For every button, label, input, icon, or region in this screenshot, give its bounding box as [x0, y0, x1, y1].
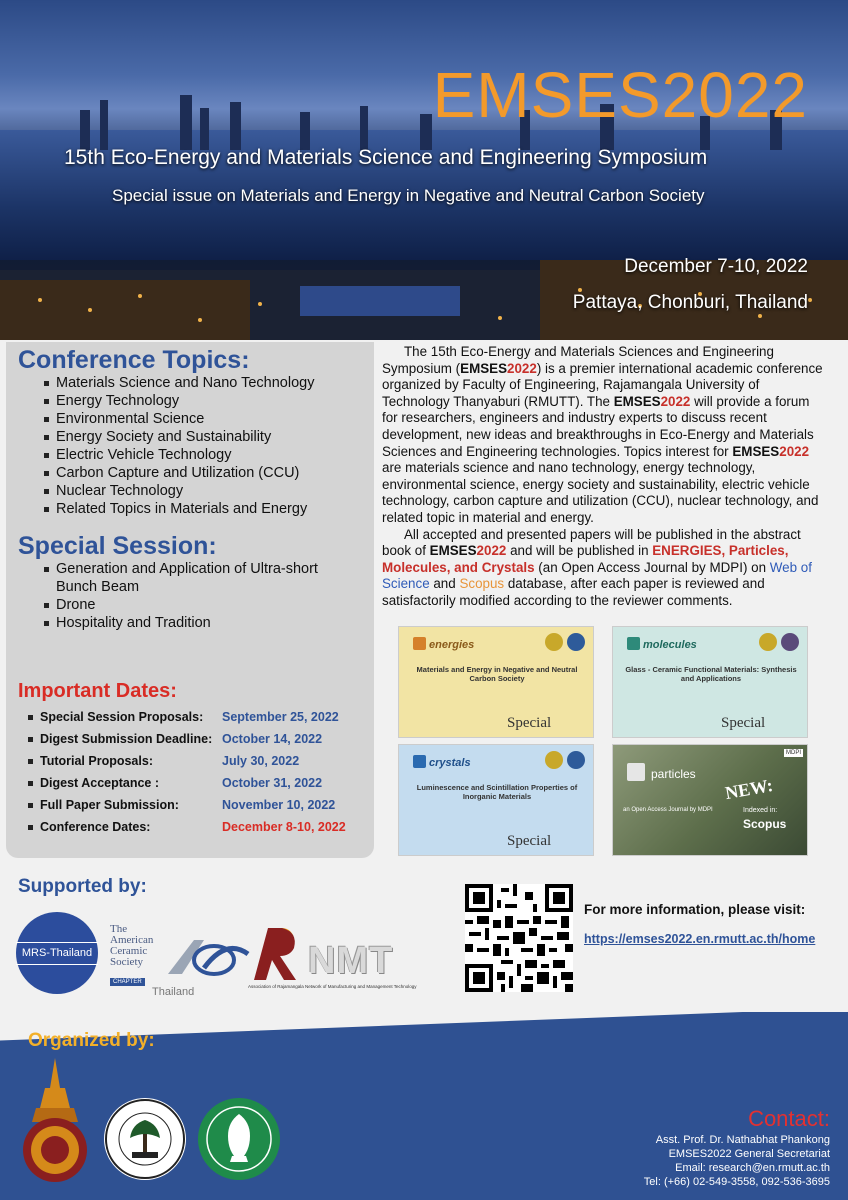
list-item: Environmental Science	[56, 410, 314, 428]
contact-name: Asst. Prof. Dr. Nathabhat Phankong	[655, 1134, 830, 1146]
cover-title: Luminescence and Scintillation Properties of Inorganic Materials	[416, 783, 578, 801]
important-dates-table	[28, 710, 368, 842]
impact-badge-icon	[545, 751, 563, 769]
organized-by-title: Organized by:	[28, 1030, 155, 1051]
date-value: July 30, 2022	[222, 754, 300, 768]
journal-name: particles	[651, 767, 696, 781]
event-location: Pattaya, Chonburi, Thailand	[572, 292, 808, 313]
citescore-badge-icon	[567, 751, 585, 769]
cover-special-word: Special	[507, 833, 552, 849]
mrs-thailand-logo: MRS-Thailand	[16, 912, 98, 994]
open-access-text: an Open Access Journal by MDPI	[623, 807, 713, 813]
paragraph-publication: All accepted and presented papers will be published in the abstract book of EMSES2022 and will be published in ENERGIES, Particles, Molecules, and Crystals (an Open Access Journal by MDPI) on Web of Science and Scopus database, after each paper is reviewed and satisfactorily modified according to the reviewer comments.	[382, 526, 812, 608]
list-item: Related Topics in Materials and Energy	[56, 500, 314, 518]
event-title: EMSES2022	[432, 59, 808, 131]
scopus-label: Scopus	[743, 817, 787, 831]
impact-badge-icon	[545, 633, 563, 651]
special-issue-text: Special issue on Materials and Energy in Negative and Neutral Carbon Society	[112, 186, 705, 205]
list-item: Carbon Capture and Utilization (CCU)	[56, 464, 314, 482]
date-label: Tutorial Proposals:	[40, 754, 153, 768]
date-value: November 10, 2022	[222, 798, 336, 812]
journal-name: molecules	[643, 639, 697, 651]
date-row	[28, 732, 368, 754]
acers-country: Thailand	[152, 986, 195, 998]
contact-role: EMSES2022 General Secretariat	[668, 1148, 830, 1160]
acers-chapter-label: CHAPTER	[110, 978, 145, 986]
contact-phone: Tel: (+66) 02-549-3558, 092-536-3695	[643, 1176, 830, 1188]
date-row	[28, 820, 368, 842]
acers-swoosh-icon	[164, 934, 250, 980]
date-row	[28, 798, 368, 820]
molecules-logo-icon	[627, 637, 640, 650]
rnmt-logo	[248, 918, 448, 992]
hero-banner	[0, 0, 848, 340]
date-row	[28, 776, 368, 798]
date-label: Digest Acceptance :	[40, 776, 160, 790]
list-item: Hospitality and Tradition	[56, 614, 356, 632]
energies-logo-icon	[413, 637, 426, 650]
impact-badge-icon	[759, 633, 777, 651]
supported-by-title: Supported by:	[18, 876, 147, 897]
special-session-title: Special Session:	[18, 532, 217, 560]
gear-icon	[248, 918, 312, 982]
date-row	[28, 754, 368, 776]
new-label: NEW:	[723, 774, 775, 804]
date-value: December 8-10, 2022	[222, 820, 346, 834]
topics-list	[56, 374, 314, 518]
particles-logo-icon	[627, 763, 645, 781]
paragraph-intro: The 15th Eco-Energy and Materials Sciences and Engineering Symposium (EMSES2022) is a premier international academic conference organized by Faculty of Engineering, Rajamangala University of Technology Thanyaburi (RMUTT). The EMSES2022 will provide a forum for researchers, engineers and industry experts to discuss recent development, new ideas and breakthroughs in Eco-Energy and Materials Sciences and Engineering technologies. Topics interest for EMSES2022 are materials science and nano technology, energy technology, environmental science, energy society and sustainability, electric vehicle technology, carbon capture and utilization (CCU), nuclear technology, and related topic in material and energy.	[382, 344, 823, 525]
journal-name: energies	[429, 639, 475, 651]
citescore-badge-icon	[781, 633, 799, 651]
city-lights-graphic	[0, 230, 848, 340]
kyoto-university-seal-icon	[104, 1098, 186, 1180]
event-date: December 7-10, 2022	[624, 256, 808, 277]
rnmt-wordmark: NMT	[308, 940, 394, 982]
date-label: Full Paper Submission:	[40, 798, 179, 812]
list-item: Energy Technology	[56, 392, 314, 410]
mdpi-label: MDPI	[786, 750, 801, 756]
crystals-logo-icon	[413, 755, 426, 768]
cover-special-word: Special	[507, 715, 552, 731]
date-row	[28, 710, 368, 732]
left-info-panel	[6, 342, 374, 858]
university-seal-icon	[198, 1098, 280, 1180]
important-dates-title: Important Dates:	[18, 680, 177, 702]
event-subtitle: 15th Eco-Energy and Materials Science and Engineering Symposium	[64, 146, 708, 169]
acers-name: The American Ceramic Society	[110, 923, 154, 968]
date-label: Conference Dates:	[40, 820, 151, 834]
special-session-list	[56, 560, 356, 632]
acers-thailand-logo	[110, 924, 250, 1000]
qr-code-icon[interactable]	[465, 884, 573, 992]
indexed-label: Indexed in:	[743, 807, 778, 814]
date-value: October 31, 2022	[222, 776, 323, 790]
date-label: Digest Submission Deadline:	[40, 732, 213, 746]
cover-title: Materials and Energy in Negative and Neutral Carbon Society	[416, 665, 578, 683]
list-item: Nuclear Technology	[56, 482, 314, 500]
cover-special-word: Special	[721, 715, 766, 731]
rnmt-caption: Association of Rajamangala Network of Manufacturing and Management Technology	[248, 984, 417, 989]
date-label: Special Session Proposals:	[40, 710, 204, 724]
topics-title: Conference Topics:	[18, 346, 250, 374]
list-item: Generation and Application of Ultra-short Bunch Beam	[56, 560, 356, 596]
contact-title: Contact:	[748, 1106, 830, 1131]
list-item: Energy Society and Sustainability	[56, 428, 314, 446]
description-text	[382, 344, 828, 610]
website-link[interactable]: https://emses2022.en.rmutt.ac.th/home	[584, 932, 816, 946]
contact-email[interactable]: Email: research@en.rmutt.ac.th	[675, 1162, 830, 1174]
rmutt-seal-icon	[20, 1058, 90, 1184]
date-value: October 14, 2022	[222, 732, 323, 746]
citescore-badge-icon	[567, 633, 585, 651]
list-item: Materials Science and Nano Technology	[56, 375, 315, 391]
crystals-cover	[398, 744, 594, 856]
energies-cover	[398, 626, 594, 738]
list-item: Drone	[56, 596, 356, 614]
cover-title: Glass - Ceramic Functional Materials: Synthesis and Applications	[625, 665, 797, 683]
molecules-cover	[612, 626, 808, 738]
list-item: Electric Vehicle Technology	[56, 446, 314, 464]
journal-name: crystals	[429, 757, 471, 769]
date-value: September 25, 2022	[222, 710, 339, 724]
particles-cover	[612, 744, 808, 856]
more-info-label: For more information, please visit:	[584, 902, 806, 917]
